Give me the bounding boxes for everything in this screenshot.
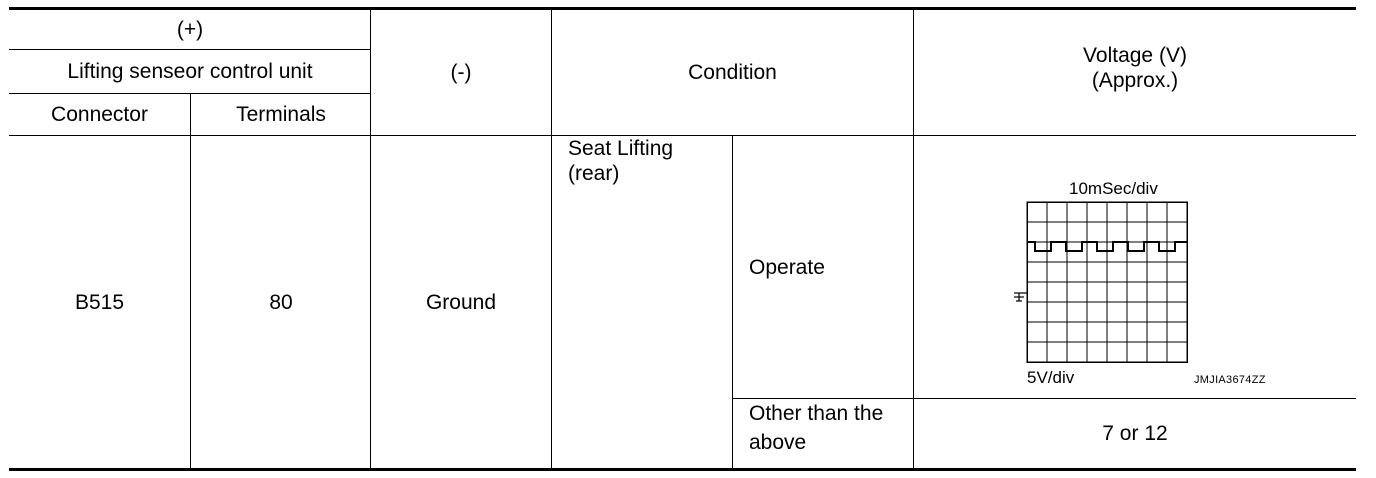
header-voltage-title: Voltage (V) [1083,44,1187,67]
cell-terminal: 80 [269,290,293,314]
cell-voltage-other: 7 or 12 [1102,422,1168,445]
state-other-line-2: above [749,431,807,454]
oscilloscope-figure [914,136,1356,398]
cell-state-other [733,399,913,468]
voltage-division-label: 5V/div [1027,368,1075,387]
condition-line-2: (rear) [568,162,620,185]
waveform-grid [914,136,1356,398]
cell-state-operate: Operate [749,255,825,279]
terminal-inspection-table [9,7,1356,469]
cell-minus: Ground [425,290,497,314]
ground-reference-icon [1014,293,1027,301]
time-division-label: 10mSec/div [1069,179,1158,198]
table-bottom-border [9,468,1356,471]
condition-line-1: Seat Lifting [568,137,674,160]
header-connector: Connector [51,103,148,126]
header-control-unit: Lifting senseor control unit [67,60,313,83]
state-other-line-1: Other than the [749,402,884,425]
header-voltage [914,9,1356,127]
header-terminals: Terminals [236,103,326,126]
header-minus: (-) [450,60,472,84]
header-plus: (+) [176,17,204,41]
figure-code: JMJIA3674ZZ [1194,374,1266,386]
header-voltage-approx: (Approx.) [1091,69,1179,92]
header-condition: Condition [688,60,777,84]
cell-connector: B515 [74,290,125,314]
cell-condition [552,136,732,468]
